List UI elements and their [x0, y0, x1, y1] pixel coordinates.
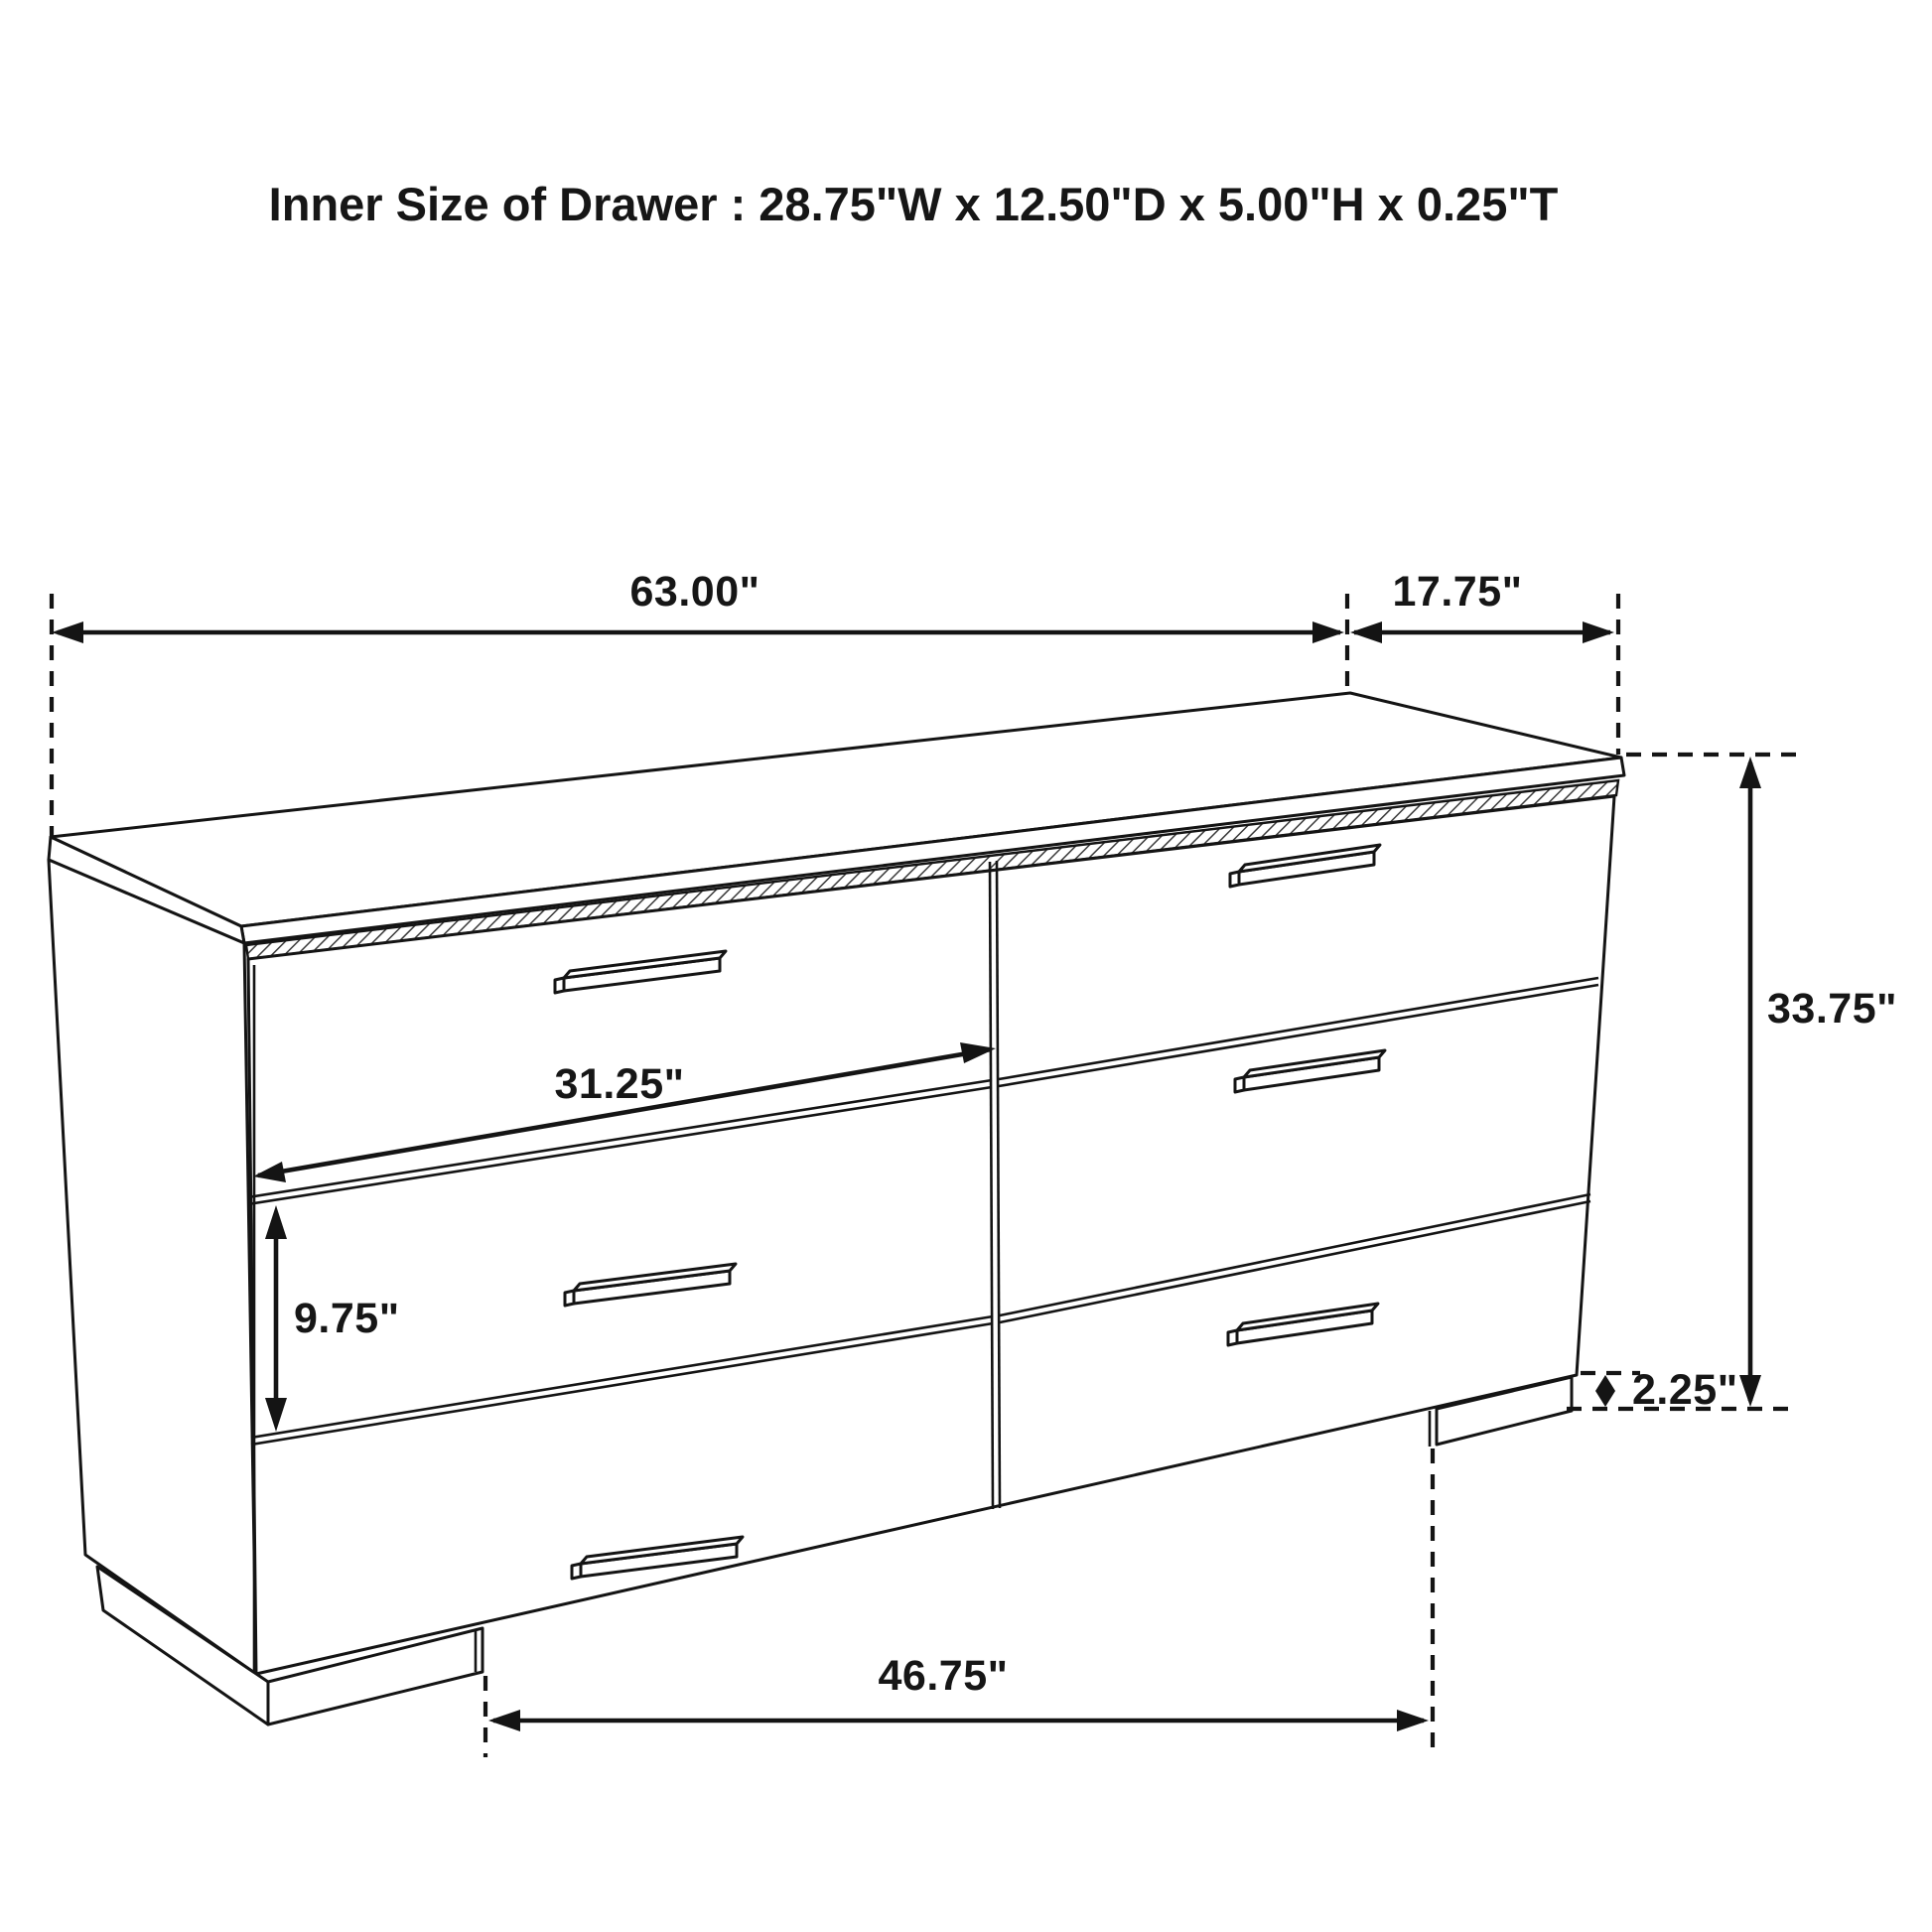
- dim-leg-height-label: 2.25": [1632, 1366, 1738, 1414]
- dim-drawer-width-label: 31.25": [554, 1060, 685, 1108]
- dim-drawer-height-label: 9.75": [294, 1295, 400, 1342]
- dim-leg-height: [1581, 1366, 1738, 1414]
- dim-overall-height: [1567, 755, 1897, 1409]
- dim-base-span-label: 46.75": [878, 1652, 1009, 1700]
- page-title: Inner Size of Drawer : 28.75"W x 12.50"D x 5.00"H x 0.25"T: [268, 178, 1559, 230]
- dim-overall-height-label: 33.75": [1767, 985, 1897, 1033]
- dim-top-width-label: 63.00": [629, 568, 760, 616]
- dresser-body: [49, 693, 1624, 1725]
- side-panel-left: [49, 860, 256, 1674]
- dim-top-depth-label: 17.75": [1392, 568, 1523, 616]
